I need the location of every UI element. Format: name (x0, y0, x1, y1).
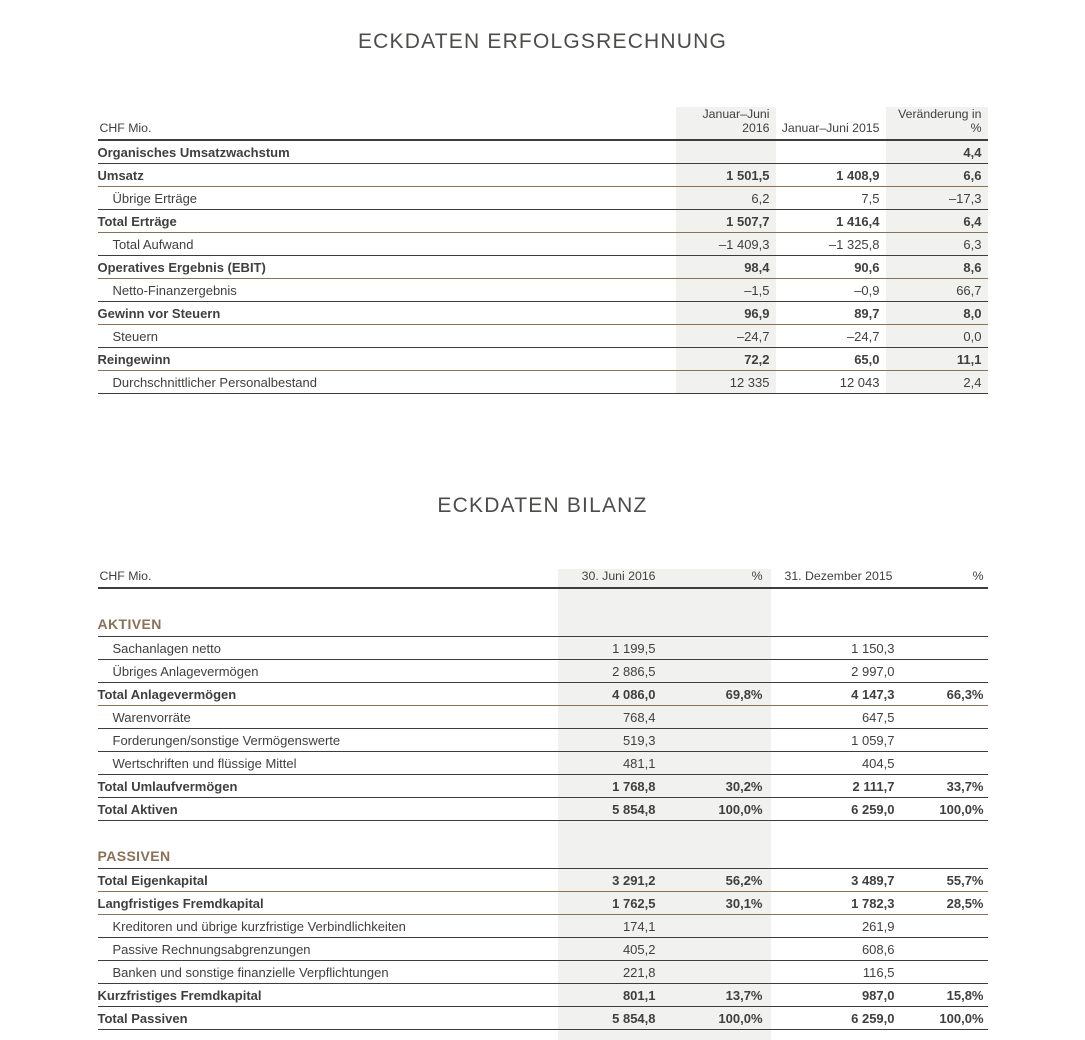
value-31-dezember-2015: 116,5 (771, 961, 903, 984)
spacer-cell (903, 1030, 988, 1040)
row-label: Total Erträge (98, 210, 676, 233)
value-30-juni-2016: 768,4 (558, 706, 668, 729)
value-31-dezember-2015: 3 489,7 (771, 869, 903, 892)
row-label: Total Passiven (98, 1007, 558, 1030)
row-label: Total Umlaufvermögen (98, 775, 558, 798)
section-heading-row (98, 844, 988, 869)
row-label: Reingewinn (98, 348, 676, 371)
heading-cell (903, 612, 988, 637)
balance-sheet-row (98, 706, 988, 729)
row-label: Total Aktiven (98, 798, 558, 821)
value-jan-jun-2016: 96,9 (676, 302, 776, 325)
value-30-juni-2016: 519,3 (558, 729, 668, 752)
row-label: Durchschnittlicher Personalbestand (98, 371, 676, 394)
spacer-cell (98, 821, 558, 845)
value-jan-jun-2016: 12 335 (676, 371, 776, 394)
income-statement-row (98, 164, 988, 187)
balance-sheet-table (98, 569, 988, 1040)
income-statement-row (98, 325, 988, 348)
value-31-dezember-2015: 1 150,3 (771, 637, 903, 660)
value-jan-jun-2016 (676, 140, 776, 164)
row-label: Banken und sonstige finanzielle Verpflichtungen (98, 961, 558, 984)
value-jan-jun-2016: –1,5 (676, 279, 776, 302)
balance-sheet-row (98, 798, 988, 821)
income-statement-table (98, 107, 988, 394)
value-change-percent: 0,0 (886, 325, 988, 348)
percent-2015 (903, 938, 988, 961)
percent-2016 (668, 637, 771, 660)
balance-sheet-row (98, 775, 988, 798)
percent-2015: 33,7% (903, 775, 988, 798)
value-30-juni-2016: 221,8 (558, 961, 668, 984)
value-jan-jun-2016: 6,2 (676, 187, 776, 210)
section-heading-row (98, 612, 988, 637)
spacer-cell (98, 1030, 558, 1040)
value-31-dezember-2015: 987,0 (771, 984, 903, 1007)
spacer-row (98, 588, 988, 612)
value-31-dezember-2015: 1 059,7 (771, 729, 903, 752)
value-change-percent: 6,6 (886, 164, 988, 187)
value-jan-jun-2015: 90,6 (776, 256, 886, 279)
column-header-percent-2016: % (668, 569, 771, 588)
balance-sheet-row (98, 752, 988, 775)
value-jan-jun-2015: 89,7 (776, 302, 886, 325)
row-label: Passive Rechnungsabgrenzungen (98, 938, 558, 961)
income-statement-row (98, 256, 988, 279)
spacer-cell (558, 588, 668, 612)
value-jan-jun-2016: 72,2 (676, 348, 776, 371)
value-31-dezember-2015: 2 997,0 (771, 660, 903, 683)
column-header-31-dezember-2015: 31. Dezember 2015 (771, 569, 903, 588)
row-label: Total Anlagevermögen (98, 683, 558, 706)
row-label: Gewinn vor Steuern (98, 302, 676, 325)
column-header-percent-2015: % (903, 569, 988, 588)
income-statement-header-row (98, 107, 988, 140)
row-label: Forderungen/sonstige Vermögenswerte (98, 729, 558, 752)
heading-cell (558, 844, 668, 869)
value-31-dezember-2015: 261,9 (771, 915, 903, 938)
percent-2016 (668, 915, 771, 938)
section-heading-passiven: PASSIVEN (98, 844, 558, 869)
value-30-juni-2016: 405,2 (558, 938, 668, 961)
value-30-juni-2016: 481,1 (558, 752, 668, 775)
heading-cell (903, 844, 988, 869)
value-30-juni-2016: 5 854,8 (558, 798, 668, 821)
value-30-juni-2016: 3 291,2 (558, 869, 668, 892)
value-31-dezember-2015: 6 259,0 (771, 798, 903, 821)
income-statement-row (98, 210, 988, 233)
row-label: Wertschriften und flüssige Mittel (98, 752, 558, 775)
heading-cell (558, 612, 668, 637)
spacer-cell (771, 821, 903, 845)
value-jan-jun-2015: –1 325,8 (776, 233, 886, 256)
income-statement-row (98, 140, 988, 164)
value-31-dezember-2015: 647,5 (771, 706, 903, 729)
percent-2016 (668, 660, 771, 683)
row-label: Übriges Anlagevermögen (98, 660, 558, 683)
row-label: Umsatz (98, 164, 676, 187)
percent-2016: 13,7% (668, 984, 771, 1007)
heading-cell (668, 844, 771, 869)
row-label: Total Aufwand (98, 233, 676, 256)
value-change-percent: 8,6 (886, 256, 988, 279)
spacer-cell (558, 821, 668, 845)
percent-2016 (668, 961, 771, 984)
percent-2016 (668, 706, 771, 729)
percent-2016 (668, 752, 771, 775)
row-label: Operatives Ergebnis (EBIT) (98, 256, 676, 279)
value-30-juni-2016: 1 762,5 (558, 892, 668, 915)
heading-cell (771, 612, 903, 637)
spacer-cell (558, 1030, 668, 1040)
balance-sheet-row (98, 984, 988, 1007)
unit-label: CHF Mio. (98, 569, 558, 588)
spacer-cell (668, 821, 771, 845)
row-label: Netto-Finanzergebnis (98, 279, 676, 302)
spacer-cell (668, 588, 771, 612)
percent-2016: 100,0% (668, 1007, 771, 1030)
value-jan-jun-2015 (776, 140, 886, 164)
row-label: Warenvorräte (98, 706, 558, 729)
value-30-juni-2016: 1 768,8 (558, 775, 668, 798)
value-jan-jun-2016: 1 507,7 (676, 210, 776, 233)
income-statement-row (98, 187, 988, 210)
heading-cell (771, 844, 903, 869)
percent-2016: 56,2% (668, 869, 771, 892)
value-30-juni-2016: 4 086,0 (558, 683, 668, 706)
balance-sheet-title: ECKDATEN BILANZ (98, 494, 988, 518)
percent-2015 (903, 961, 988, 984)
column-header-30-juni-2016: 30. Juni 2016 (558, 569, 668, 588)
percent-2015 (903, 706, 988, 729)
column-header-change-percent: Veränderung in % (886, 107, 988, 140)
income-statement-title: ECKDATEN ERFOLGSRECHNUNG (98, 0, 988, 54)
value-change-percent: 2,4 (886, 371, 988, 394)
value-change-percent: 6,3 (886, 233, 988, 256)
percent-2016: 30,1% (668, 892, 771, 915)
value-30-juni-2016: 1 199,5 (558, 637, 668, 660)
balance-sheet-row (98, 660, 988, 683)
value-jan-jun-2016: 1 501,5 (676, 164, 776, 187)
value-change-percent: 6,4 (886, 210, 988, 233)
percent-2015 (903, 660, 988, 683)
value-31-dezember-2015: 6 259,0 (771, 1007, 903, 1030)
value-change-percent: 11,1 (886, 348, 988, 371)
value-31-dezember-2015: 2 111,7 (771, 775, 903, 798)
value-change-percent: 4,4 (886, 140, 988, 164)
row-label: Total Eigenkapital (98, 869, 558, 892)
value-31-dezember-2015: 608,6 (771, 938, 903, 961)
percent-2015 (903, 637, 988, 660)
section-heading-aktiven: AKTIVEN (98, 612, 558, 637)
balance-sheet-row (98, 683, 988, 706)
percent-2015: 100,0% (903, 798, 988, 821)
percent-2015 (903, 729, 988, 752)
percent-2015: 100,0% (903, 1007, 988, 1030)
percent-2015: 55,7% (903, 869, 988, 892)
balance-sheet-row (98, 637, 988, 660)
balance-sheet-row (98, 938, 988, 961)
value-30-juni-2016: 5 854,8 (558, 1007, 668, 1030)
spacer-cell (903, 588, 988, 612)
value-jan-jun-2015: –24,7 (776, 325, 886, 348)
value-jan-jun-2016: 98,4 (676, 256, 776, 279)
percent-2016: 69,8% (668, 683, 771, 706)
value-jan-jun-2015: 12 043 (776, 371, 886, 394)
heading-cell (668, 612, 771, 637)
value-jan-jun-2015: 1 408,9 (776, 164, 886, 187)
percent-2016: 100,0% (668, 798, 771, 821)
percent-2016 (668, 729, 771, 752)
value-jan-jun-2016: –24,7 (676, 325, 776, 348)
row-label: Organisches Umsatzwachstum (98, 140, 676, 164)
spacer-cell (98, 588, 558, 612)
value-30-juni-2016: 2 886,5 (558, 660, 668, 683)
balance-sheet-row (98, 961, 988, 984)
value-change-percent: 8,0 (886, 302, 988, 325)
income-statement-row (98, 279, 988, 302)
balance-sheet-row (98, 1007, 988, 1030)
spacer-row (98, 1030, 988, 1040)
balance-sheet-row (98, 915, 988, 938)
row-label: Sachanlagen netto (98, 637, 558, 660)
value-jan-jun-2015: 7,5 (776, 187, 886, 210)
value-jan-jun-2015: 1 416,4 (776, 210, 886, 233)
unit-label: CHF Mio. (98, 107, 676, 140)
row-label: Steuern (98, 325, 676, 348)
balance-sheet-row (98, 869, 988, 892)
spacer-row (98, 821, 988, 845)
value-change-percent: –17,3 (886, 187, 988, 210)
income-statement-row (98, 348, 988, 371)
income-statement-row (98, 302, 988, 325)
value-31-dezember-2015: 4 147,3 (771, 683, 903, 706)
percent-2016 (668, 938, 771, 961)
percent-2015: 66,3% (903, 683, 988, 706)
page-content (98, 0, 988, 1040)
value-30-juni-2016: 801,1 (558, 984, 668, 1007)
percent-2015: 28,5% (903, 892, 988, 915)
spacer-cell (668, 1030, 771, 1040)
row-label: Übrige Erträge (98, 187, 676, 210)
row-label: Langfristiges Fremdkapital (98, 892, 558, 915)
value-31-dezember-2015: 404,5 (771, 752, 903, 775)
percent-2015 (903, 915, 988, 938)
column-header-jan-jun-2015: Januar–Juni 2015 (776, 107, 886, 140)
value-30-juni-2016: 174,1 (558, 915, 668, 938)
value-change-percent: 66,7 (886, 279, 988, 302)
value-jan-jun-2015: 65,0 (776, 348, 886, 371)
income-statement-row (98, 233, 988, 256)
balance-sheet-row (98, 892, 988, 915)
percent-2015: 15,8% (903, 984, 988, 1007)
value-jan-jun-2015: –0,9 (776, 279, 886, 302)
spacer-cell (903, 821, 988, 845)
spacer-cell (771, 588, 903, 612)
row-label: Kurzfristiges Fremdkapital (98, 984, 558, 1007)
value-31-dezember-2015: 1 782,3 (771, 892, 903, 915)
value-jan-jun-2016: –1 409,3 (676, 233, 776, 256)
spacer-cell (771, 1030, 903, 1040)
row-label: Kreditoren und übrige kurzfristige Verbindlichkeiten (98, 915, 558, 938)
balance-sheet-header-row (98, 569, 988, 588)
percent-2015 (903, 752, 988, 775)
percent-2016: 30,2% (668, 775, 771, 798)
balance-sheet-row (98, 729, 988, 752)
income-statement-row (98, 371, 988, 394)
column-header-jan-jun-2016: Januar–Juni 2016 (676, 107, 776, 140)
